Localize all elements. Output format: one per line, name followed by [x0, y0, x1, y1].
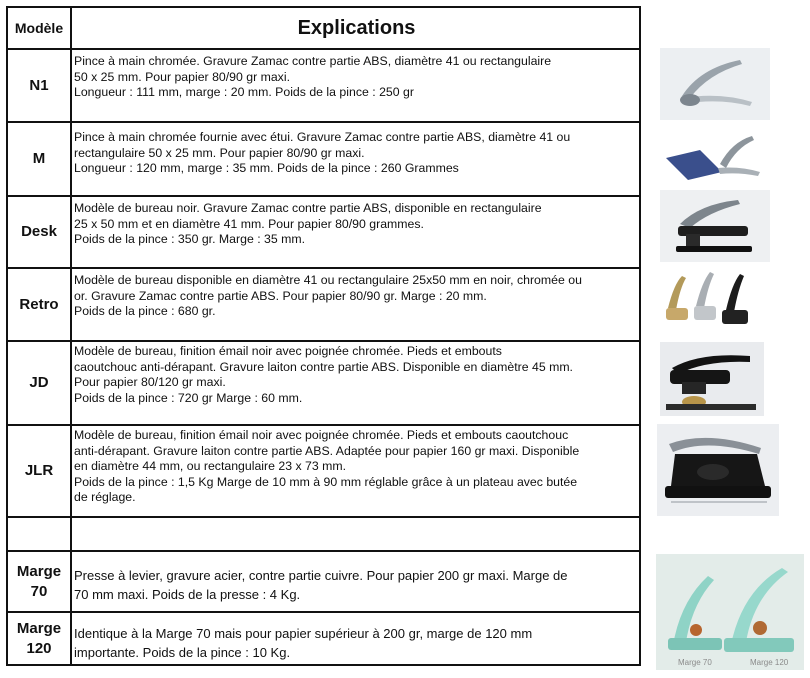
model-name-empty: [8, 518, 70, 550]
model-name-retro: Retro: [19, 295, 59, 313]
description-retro: Modèle de bureau disponible en diamètre 41 ou rectangulaire 25x50 mm en noir, chromée ou or. Gravure Zamac contre partie ABS. Pour papier 80/90 gr. Marge : 20 mm. Poids de la pince : 680 gr.: [74, 273, 582, 319]
description-n1: Pince à main chromée. Gravure Zamac contre partie ABS, diamètre 41 ou rectangulaire 50 x 25 mm. Pour papier 80/90 gr maxi. Longueur : 111 mm, marge : 20 mm. Poids de la pince : 250 gr: [74, 54, 552, 100]
model-name-marge-70: Marge 70: [16, 562, 62, 600]
description-empty: [72, 518, 641, 550]
row-divider: [8, 550, 639, 552]
model-name-m: M: [32, 150, 46, 167]
model-name-jd: JD: [29, 374, 49, 391]
row-divider: [8, 121, 639, 123]
description-jlr: Modèle de bureau, finition émail noir avec poignée chromée. Pieds et embouts caoutchouc anti-dérapant. Gravure laiton contre partie ABS. Adaptée pour papier 160 gr maxi. Disponible en diamètre 44 mm, ou rectangulaire 23 x 73 mm. Poids de la pince : 1,5 Kg Marge de 10 mm à 90 mm réglable grâce à un plateau avec butée de réglage.: [74, 428, 580, 505]
caption-marge-120: Marge 120: [750, 658, 789, 667]
model-name-desk: Desk: [21, 223, 57, 240]
photo-marge-70-120: [656, 554, 804, 670]
description-m: Pince à main chromée fournie avec étui. Gravure Zamac contre partie ABS, diamètre 41 ou rectangulaire 50 x 25 mm. Pour papier 80/90 gr maxi. Longueur : 120 mm, marge : 35 mm. Poids de la pince : 260 Grammes: [74, 130, 571, 176]
caption-marge-70: Marge 70: [678, 658, 712, 667]
row-divider: [8, 611, 639, 613]
photo-jlr: [657, 424, 779, 516]
model-name-n1: N1: [29, 76, 49, 94]
photo-retro: [660, 264, 760, 332]
photo-desk: [660, 190, 770, 262]
model-name-jlr: JLR: [24, 462, 54, 479]
header-model: Modèle: [14, 20, 64, 36]
photo-m: [660, 128, 770, 184]
description-marge-70: Presse à levier, gravure acier, contre partie cuivre. Pour papier 200 gr maxi. Marge de 70 mm maxi. Poids de la presse : 4 Kg.: [74, 568, 568, 602]
description-jd: Modèle de bureau, finition émail noir avec poignée chromée. Pieds et embouts caoutchouc anti-dérapant. Gravure laiton contre partie ABS. Disponible en diamètre 45 mm. Pour papier 80/120 gr maxi. Poids de la pince : 720 gr Marge : 60 mm.: [74, 344, 573, 405]
photo-n1: [660, 48, 770, 120]
header-explications: Explications: [297, 16, 416, 39]
model-name-marge-120: Marge 120: [16, 619, 62, 657]
product-table: [6, 6, 641, 666]
photo-jd: [660, 342, 764, 416]
description-marge-120: Identique à la Marge 70 mais pour papier supérieur à 200 gr, marge de 120 mm importante. Poids de la pince : 10 Kg.: [74, 626, 533, 660]
description-desk: Modèle de bureau noir. Gravure Zamac contre partie ABS, disponible en rectangulaire 25 x 50 mm et en diamètre 41 mm. Pour papier 80/90 grammes. Poids de la pince : 350 gr. Marge : 35 mm.: [74, 201, 542, 247]
